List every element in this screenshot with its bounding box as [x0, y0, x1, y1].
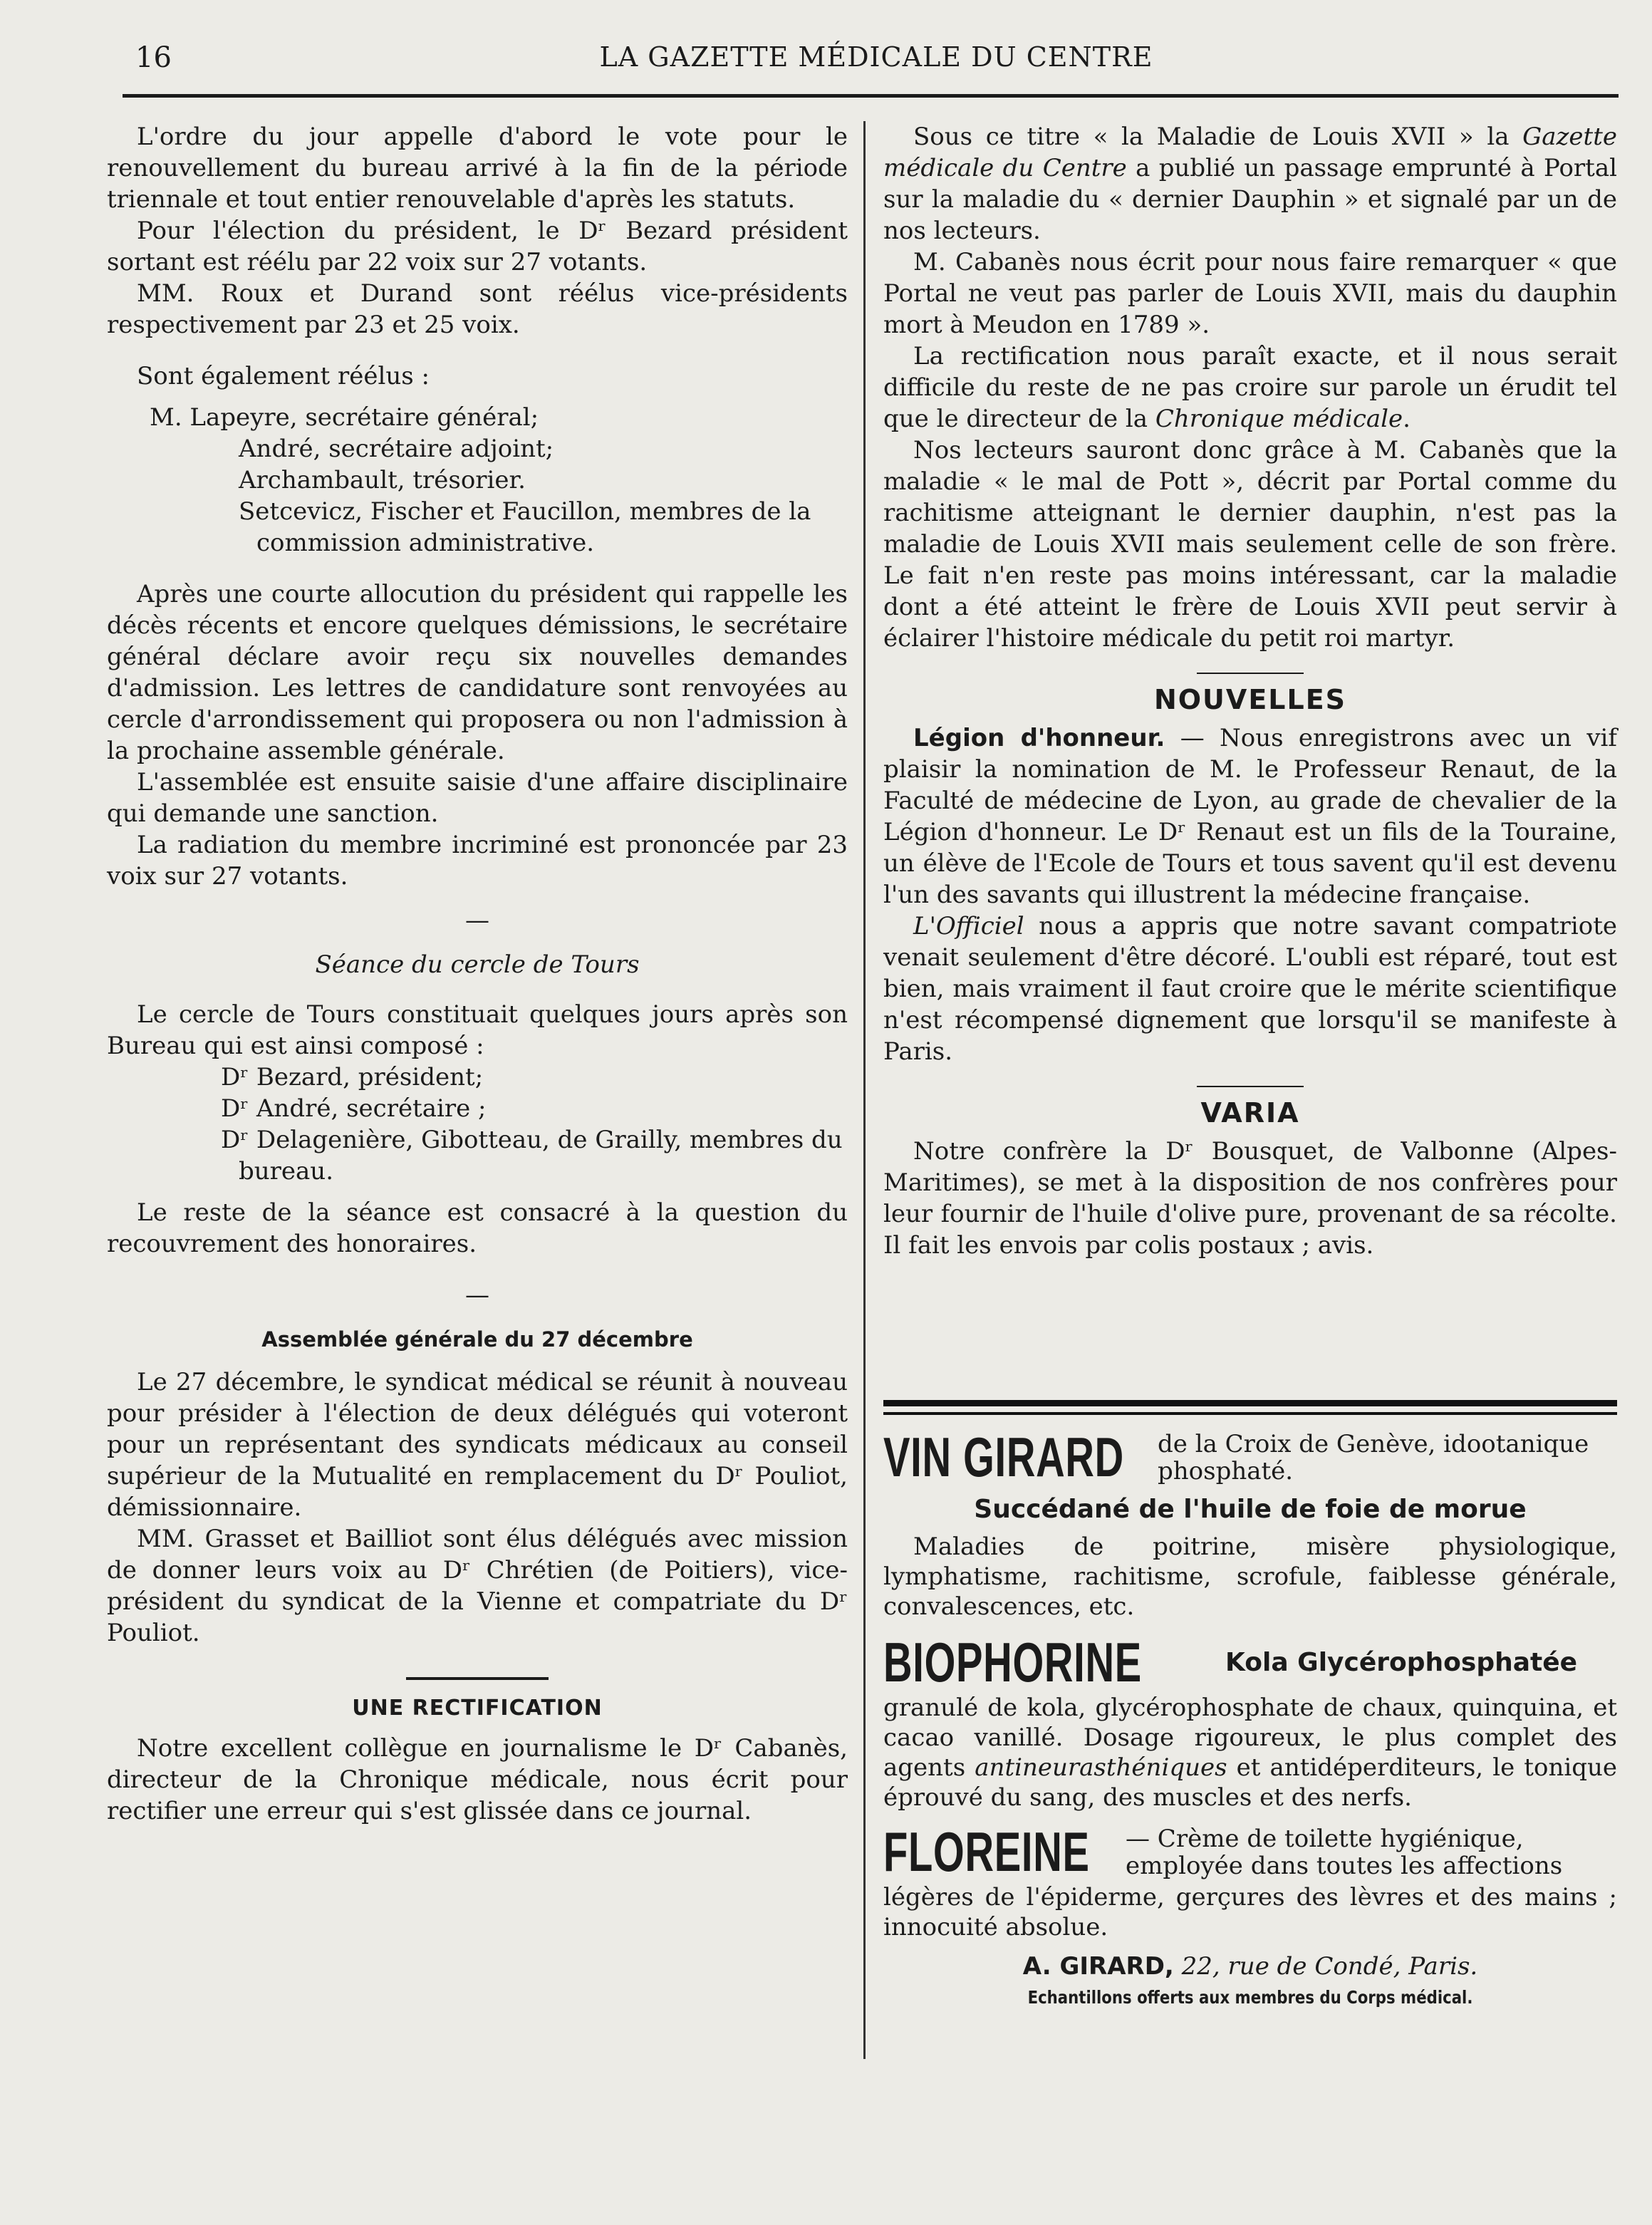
girard-address: 22, rue de Condé, Paris.: [1173, 1952, 1478, 1981]
floreine-row: [883, 1822, 1617, 1882]
section-rule: [1197, 673, 1304, 674]
paragraph: Sont également réélus :: [137, 362, 430, 390]
paragraph: L'assemblée est ensuite saisie d'une affaire disciplinaire qui demande une sanction.: [107, 768, 848, 828]
spacer: [107, 559, 848, 579]
page-header: [135, 41, 1617, 77]
girard-name: A. GIRARD,: [1022, 1952, 1174, 1981]
paragraph: L'ordre du jour appelle d'abord le vote pour le renouvellement du bureau arrivé à la fin de la période triennale et tout entier renouvelable d'après les statuts.: [107, 123, 848, 214]
ad-text: Maladies de poitrine, misère physiologique, lymphatisme, rachitisme, scrofule, faiblesse générale, convalescences, etc.: [883, 1532, 1617, 1621]
text-run: — Nous enregistrons avec un vif plaisir la nomination de M. le Professeur Renaut, de la Faculté de médecine de Lyon, au grade de chevalier de la Légion d'honneur. Le Dʳ Renaut est un fils de la Touraine, un élève de l'Ecole de Tours et tous savent qu'il est devenu l'un des savants qui illustrent la médecine française.: [883, 724, 1617, 909]
section-rule: [406, 1677, 549, 1680]
text-run: et antidéperditeurs, le tonique éprouvé du sang, des muscles et des nerfs.: [883, 1753, 1617, 1812]
paragraph: La radiation du membre incriminé est prononcée par 23 voix sur 27 votants.: [107, 831, 848, 891]
advertisement: [883, 1400, 1617, 2012]
paragraph: [883, 341, 1617, 435]
paragraph: [883, 722, 1617, 911]
italic-title: Gazette médicale du Centre: [883, 123, 1617, 182]
italic-term: antineurasthéniques: [975, 1753, 1227, 1782]
brand-tagline: Kola Glycérophosphatée: [1225, 1648, 1578, 1677]
spacer: [107, 1187, 848, 1197]
floreine-brand: FLOREINE: [883, 1820, 1090, 1883]
bold-lead: Légion d'honneur.: [913, 724, 1165, 752]
text-run: granulé de kola, glycérophosphate de chaux, quinquina, et cacao vanillé. Dosage rigoureux, le plus complet des agents: [883, 1694, 1617, 1782]
paragraph: [883, 121, 1617, 247]
girard-address-line: [883, 1949, 1617, 1983]
ad-rule: [883, 1400, 1617, 1406]
separator-dash: —: [465, 1281, 489, 1309]
separator-dash: —: [465, 906, 489, 935]
paragraph: M. Cabanès nous écrit pour nous faire remarquer « que Portal ne veut pas parler de Louis XVII, mais du dauphin mort à Meudon en 1789 ».: [883, 248, 1617, 339]
brand-wrap: [883, 1633, 1225, 1693]
bureau-item: Dʳ Delagenière, Gibotteau, de Grailly, membres du bureau.: [221, 1126, 843, 1186]
samples-note: Echantillons offerts aux membres du Corps médical.: [1027, 1987, 1473, 2008]
brand-wrap: [883, 1428, 1158, 1488]
elected-item: André, secrétaire adjoint;: [239, 435, 554, 463]
paragraph: Pour l'élection du président, le Dʳ Bezard président sortant est réélu par 22 voix sur 27 votants.: [107, 217, 848, 276]
ad-top-rules: [883, 1400, 1617, 1415]
section-heading: UNE RECTIFICATION: [352, 1696, 603, 1721]
italic-title: L'Officiel: [913, 912, 1024, 940]
paragraph: Le cercle de Tours constituait quelques jours après son Bureau qui est ainsi composé :: [107, 1000, 848, 1060]
italic-title: Chronique médicale: [1155, 405, 1403, 433]
brand-tagline: de la Croix de Genève, idootanique phosphaté.: [1158, 1430, 1589, 1485]
left-column: [107, 121, 848, 1827]
bureau-item: Dʳ Bezard, président;: [221, 1063, 484, 1091]
right-column: [883, 121, 1617, 1261]
paragraph: [883, 911, 1617, 1067]
section-subheading: Séance du cercle de Tours: [315, 950, 640, 979]
elected-item: Setcevicz, Fischer et Faucillon, membres de la commission administrative.: [239, 497, 811, 557]
spacer: [107, 992, 848, 999]
paragraph: Notre excellent collègue en journalisme le Dʳ Cabanès, directeur de la Chronique médicale, nous écrit pour rectifier une erreur qui s'est glissée dans ce journal.: [107, 1734, 848, 1825]
journal-title: LA GAZETTE MÉDICALE DU CENTRE: [599, 41, 1153, 73]
ad-subtitle: Succédané de l'huile de foie de morue: [974, 1495, 1527, 1524]
biophorine-brand: BIOPHORINE: [883, 1631, 1142, 1694]
biophorine-row: [883, 1633, 1617, 1693]
ad-text: [883, 1693, 1617, 1812]
brand-wrap: [883, 1822, 1126, 1882]
text-run: Sous ce titre « la Maladie de Louis XVII » la: [913, 123, 1523, 151]
section-rule: [1197, 1086, 1304, 1087]
section-heading: NOUVELLES: [1153, 684, 1347, 715]
paragraph: MM. Grasset et Bailliot sont élus délégués avec mission de donner leurs voix au Dʳ Chrétien (de Poitiers), vice-président du syndicat de la Vienne et compatriate du Dʳ Pouliot.: [107, 1525, 848, 1647]
paragraph: Nos lecteurs sauront donc grâce à M. Cabanès que la maladie « le mal de Pott », décrit par Portal comme du rachitisme atteignant le dernier dauphin, n'est pas la maladie de Louis XVII mais seulement celle de son frère. Le fait n'en reste pas moins intéressant, car la maladie dont a été atteint le frère de Louis XVII peut servir à éclairer l'histoire médicale du petit roi martyr.: [883, 436, 1617, 653]
paragraph: MM. Roux et Durand sont réélus vice-présidents respectivement par 23 et 25 voix.: [107, 279, 848, 339]
text-run: a publié un passage emprunté à Portal sur la maladie du « dernier Dauphin » et signalé par un de nos lecteurs.: [883, 154, 1617, 245]
column-divider: [863, 121, 866, 2059]
paragraph: Notre confrère la Dʳ Bousquet, de Valbonne (Alpes-Maritimes), se met à la disposition de nos confrères pour leur fournir de l'huile d'olive pure, provenant de sa récolte. Il fait les envois par colis postaux ; avis.: [883, 1137, 1617, 1260]
section-subheading: Assemblée générale du 27 décembre: [261, 1327, 693, 1352]
page-number: 16: [135, 41, 172, 74]
vin-girard-brand: VIN GIRARD: [883, 1426, 1124, 1488]
ad-text: légères de l'épiderme, gerçures des lèvres et des mains ; innocuité absolue.: [883, 1883, 1617, 1941]
vin-girard-row: [883, 1428, 1617, 1488]
spacer: [107, 341, 848, 361]
paragraph: Le 27 décembre, le syndicat médical se réunit à nouveau pour présider à l'élection de deux délégués qui voteront pour un représentant des syndicats médicaux au conseil supérieur de la Mutualité en remplacement du Dʳ Pouliot, démissionnaire.: [107, 1368, 848, 1522]
paragraph: Le reste de la séance est consacré à la question du recouvrement des honoraires.: [107, 1198, 848, 1258]
text-run: nous a appris que notre savant compatriote venait seulement d'être décoré. L'oubli est réparé, tout est bien, mais vraiment il faut croire que le mérite scientifique n'est récompensé dignement que lorsqu'il se manifeste à Paris.: [883, 912, 1617, 1066]
text-run: .: [1403, 405, 1411, 433]
paragraph: Après une courte allocution du président qui rappelle les décès récents et encore quelques démissions, le secrétaire général déclare avoir reçu six nouvelles demandes d'admission. Les lettres de candidature sont renvoyées au cercle d'arrondissement qui proposera ou non l'admission à la prochaine assemble générale.: [107, 580, 848, 765]
brand-tagline: — Crème de toilette hygiénique, employée dans toutes les affections: [1126, 1825, 1563, 1880]
spacer: [107, 392, 848, 402]
section-heading: VARIA: [1200, 1097, 1300, 1129]
elected-item: Archambault, trésorier.: [239, 466, 526, 494]
text-run: La rectification nous paraît exacte, et il nous serait difficile du reste de ne pas croire sur parole un érudit tel que le directeur de la: [883, 342, 1617, 433]
ad-rule: [883, 1412, 1617, 1415]
header-rule: [123, 94, 1619, 98]
bureau-item: Dʳ André, secrétaire ;: [221, 1094, 487, 1123]
elected-item: M. Lapeyre, secrétaire général;: [150, 403, 539, 432]
